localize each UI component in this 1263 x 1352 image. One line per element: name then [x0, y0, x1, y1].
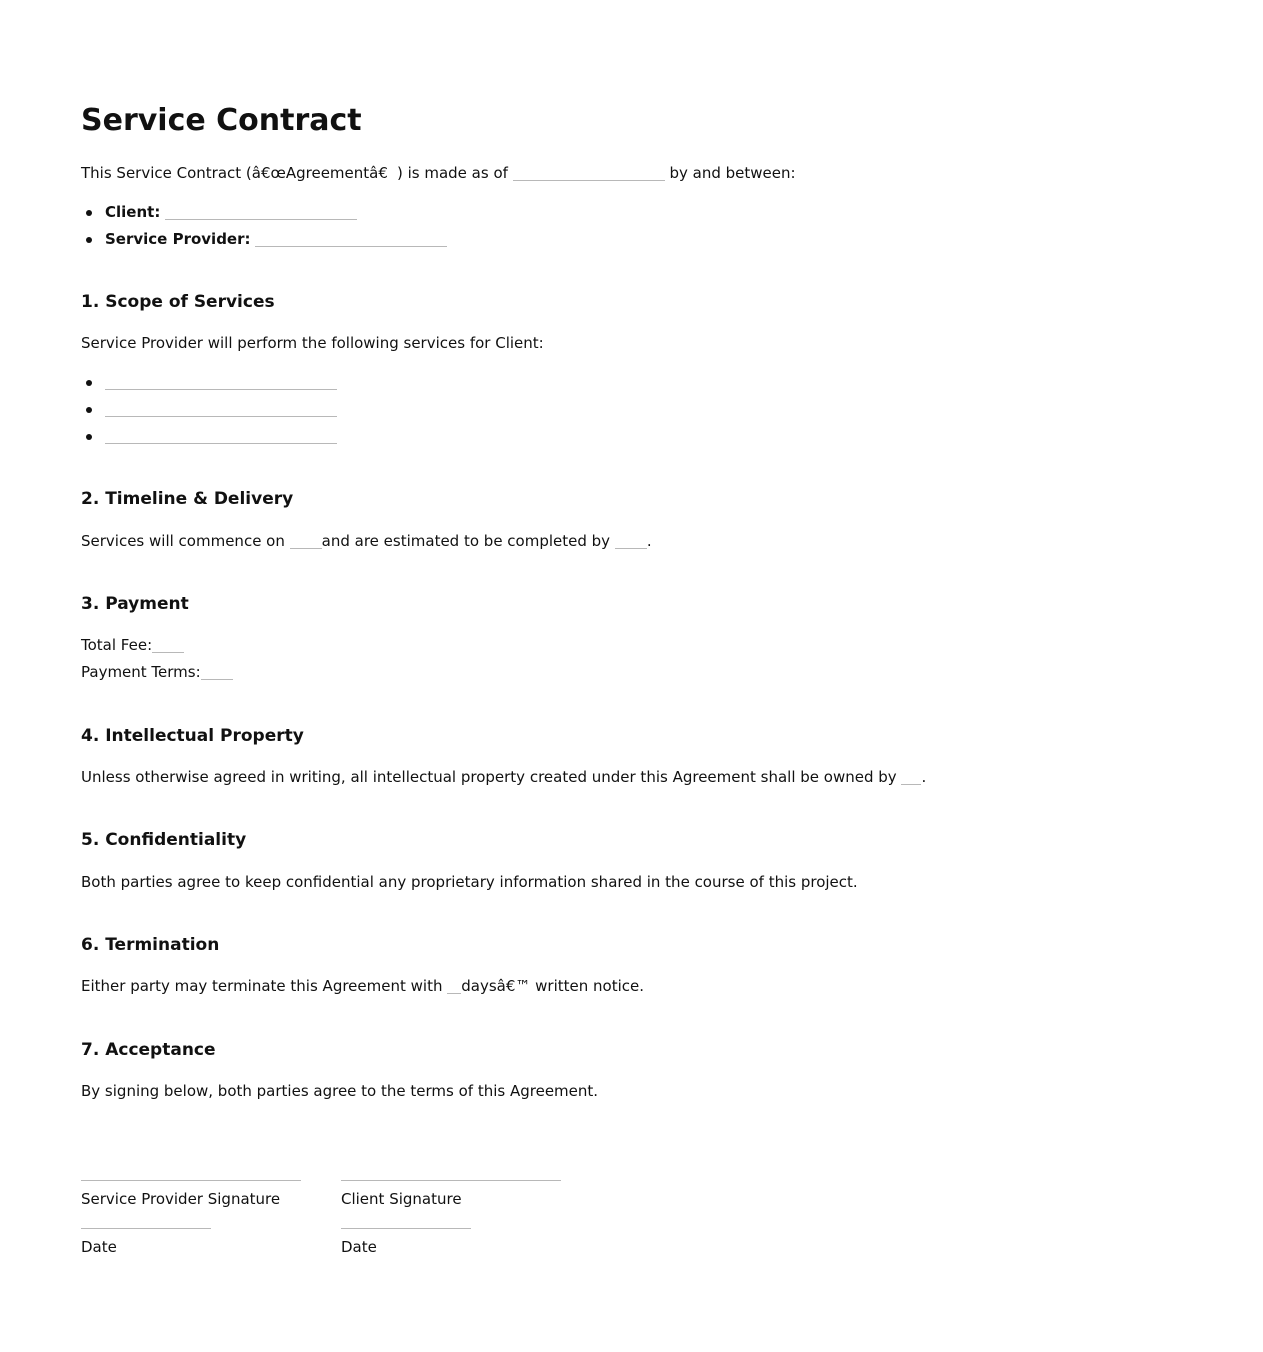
ip-text-2: . — [921, 768, 927, 786]
commence-date-blank[interactable] — [290, 532, 322, 549]
termination-text-2: daysâ€™ written notice. — [461, 977, 645, 995]
ip-owner-blank[interactable] — [901, 768, 921, 785]
timeline-text-2: and are estimated to be completed by — [321, 532, 611, 550]
total-fee-row — [81, 634, 184, 656]
section-heading-scope: 1. Scope of Services — [81, 292, 275, 312]
notice-days-blank[interactable] — [447, 977, 461, 994]
agreement-date-blank[interactable] — [513, 164, 665, 181]
bullet-icon — [86, 407, 92, 413]
section-heading-ip: 4. Intellectual Property — [81, 726, 304, 746]
service-provider-label: Service Provider: — [105, 230, 251, 248]
confidentiality-text: Both parties agree to keep confidential any proprietary information shared in the course of this project. — [81, 873, 858, 891]
termination-text — [81, 975, 644, 997]
timeline-text-3: . — [646, 532, 652, 550]
total-fee-blank[interactable] — [152, 636, 184, 653]
bullet-icon — [86, 434, 92, 440]
client-label: Client: — [105, 203, 161, 221]
intro-paragraph — [81, 162, 796, 184]
client-date-label: Date — [341, 1238, 377, 1256]
completion-date-blank[interactable] — [615, 532, 647, 549]
ip-text-1: Unless otherwise agreed in writing, all intellectual property created under this Agreement shall be owned by — [81, 768, 897, 786]
acceptance-text: By signing below, both parties agree to the terms of this Agreement. — [81, 1082, 599, 1100]
section-heading-acceptance: 7. Acceptance — [81, 1040, 216, 1060]
total-fee-label: Total Fee: — [81, 636, 153, 654]
bullet-icon — [86, 210, 92, 216]
intro-text-before: This Service Contract (â€œAgreementâ€) is made as of — [81, 164, 508, 182]
client-name-blank[interactable] — [165, 203, 357, 220]
payment-terms-blank[interactable] — [201, 663, 233, 680]
service-blank[interactable] — [105, 427, 337, 444]
payment-terms-label: Payment Terms: — [81, 663, 201, 681]
service-provider-name-blank[interactable] — [255, 230, 447, 247]
client-signature-line[interactable] — [341, 1180, 561, 1181]
timeline-text — [81, 530, 652, 552]
section-heading-confidentiality: 5. Confidentiality — [81, 830, 247, 850]
scope-text: Service Provider will perform the following services for Client: — [81, 334, 544, 352]
provider-date-line[interactable] — [81, 1228, 211, 1229]
service-blank[interactable] — [105, 373, 337, 390]
section-heading-timeline: 2. Timeline & Delivery — [81, 489, 294, 509]
provider-signature-line[interactable] — [81, 1180, 301, 1181]
ip-text — [81, 766, 926, 788]
client-date-line[interactable] — [341, 1228, 471, 1229]
provider-date-label: Date — [81, 1238, 117, 1256]
payment-terms-row — [81, 661, 233, 683]
service-blank[interactable] — [105, 400, 337, 417]
termination-text-1: Either party may terminate this Agreement with — [81, 977, 443, 995]
section-heading-termination: 6. Termination — [81, 935, 220, 955]
intro-text-after: by and between: — [669, 164, 796, 182]
client-signature-label: Client Signature — [341, 1190, 462, 1208]
page-title: Service Contract — [81, 103, 362, 138]
section-heading-payment: 3. Payment — [81, 594, 189, 614]
bullet-icon — [86, 237, 92, 243]
timeline-text-1: Services will commence on — [81, 532, 285, 550]
bullet-icon — [86, 380, 92, 386]
provider-signature-label: Service Provider Signature — [81, 1190, 281, 1208]
